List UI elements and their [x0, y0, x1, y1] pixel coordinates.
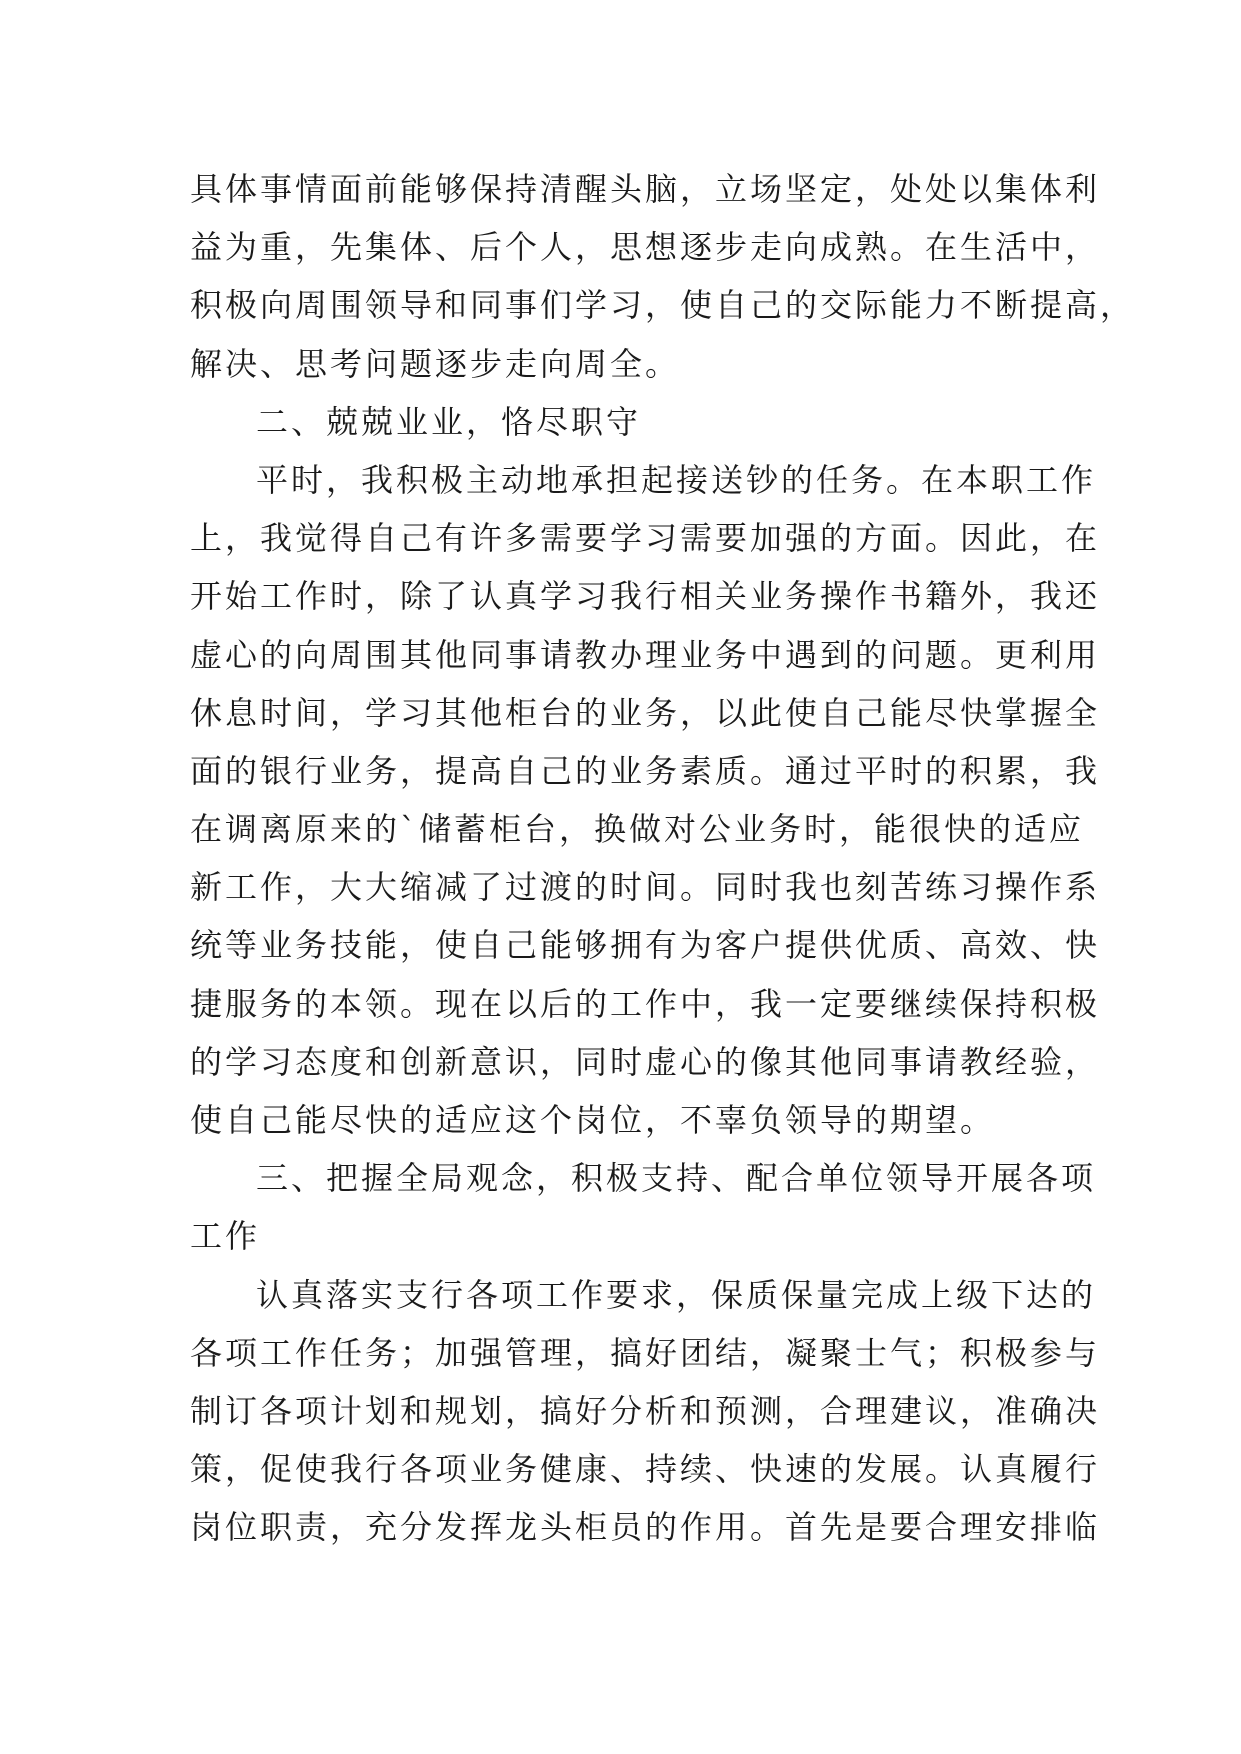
text-line: 的学习态度和创新意识，同时虚心的像其他同事请教经验，: [190, 1042, 1101, 1081]
text-line: 开始工作时，除了认真学习我行相关业务操作书籍外，我还: [190, 577, 1101, 616]
text-line: 认真落实支行各项工作要求，保质保量完成上级下达的: [256, 1275, 1097, 1314]
text-line: 面的银行业务，提高自己的业务素质。通过平时的积累，我: [190, 751, 1101, 790]
text-line: 捷服务的本领。现在以后的工作中，我一定要继续保持积极: [190, 984, 1101, 1023]
text-line: 工作: [190, 1217, 261, 1256]
text-line: 新工作，大大缩减了过渡的时间。同时我也刻苦练习操作系: [190, 868, 1101, 907]
text-line: 统等业务技能，使自己能够拥有为客户提供优质、高效、快: [190, 926, 1101, 965]
text-line: 解决、思考问题逐步走向周全。: [190, 344, 681, 383]
text-line: 虚心的向周围其他同事请教办理业务中遇到的问题。更利用: [190, 635, 1101, 674]
text-line: 使自己能尽快的适应这个岗位，不辜负领导的期望。: [190, 1101, 996, 1139]
text-line: 休息时间，学习其他柜台的业务，以此使自己能尽快掌握全: [190, 693, 1101, 732]
text-line: 在调离原来的`储蓄柜台，换做对公业务时，能很快的适应: [190, 810, 1085, 849]
text-line: 二、兢兢业业，恪尽职守: [256, 402, 642, 441]
text-line: 各项工作任务；加强管理，搞好团结，凝聚士气；积极参与: [190, 1333, 1101, 1372]
text-line: 益为重，先集体、后个人，思想逐步走向成熟。在生活中，: [190, 228, 1101, 267]
text-line: 平时，我积极主动地承担起接送钞的任务。在本职工作: [256, 460, 1097, 499]
text-line: 策，促使我行各项业务健康、持续、快速的发展。认真履行: [190, 1450, 1101, 1489]
text-line: 三、把握全局观念，积极支持、配合单位领导开展各项: [256, 1159, 1097, 1198]
text-line: 制订各项计划和规划，搞好分析和预测，合理建议，准确决: [190, 1391, 1101, 1430]
text-line: 具体事情面前能够保持清醒头脑，立场坚定，处处以集体利: [190, 170, 1101, 208]
text-line: 积极向周围领导和同事们学习，使自己的交际能力不断提高，: [190, 286, 1136, 325]
text-line: 上，我觉得自己有许多需要学习需要加强的方面。因此，在: [190, 519, 1101, 558]
document-body: [190, 160, 1136, 1557]
text-line: 岗位职责，充分发挥龙头柜员的作用。首先是要合理安排临: [190, 1508, 1101, 1547]
